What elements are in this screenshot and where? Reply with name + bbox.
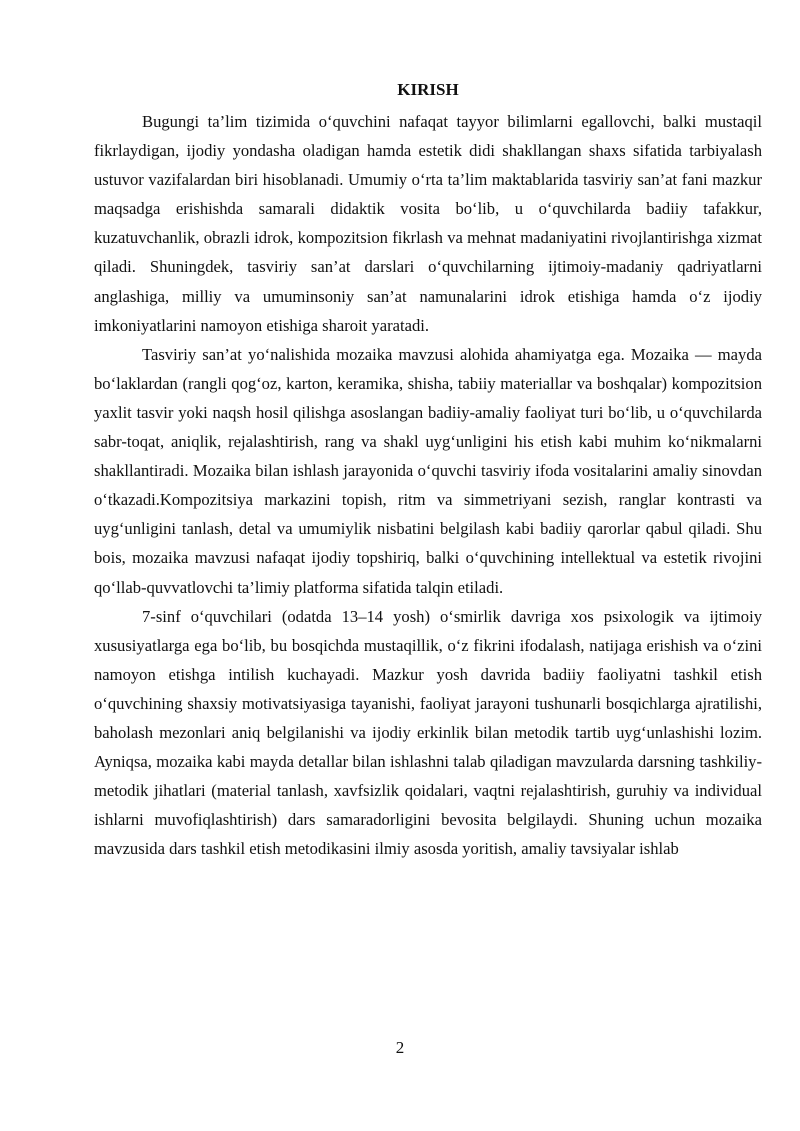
section-title: KIRISH [397, 80, 459, 99]
paragraph-intro: Bugungi ta’lim tizimida o‘quvchini nafaqat tayyor bilimlarni egallovchi, balki mustaqil fikrlaydigan, ijodiy yondasha oladigan hamda estetik didi shakllangan shaxs sifatida tarbiyalash ustuvor vazifalardan biri hisoblanadi. Umumiy o‘rta ta’lim maktablarida tasviriy san’at fani mazkur maqsadga erishishda samarali didaktik vosita bo‘lib, u o‘quvchilarda badiiy tafakkur, kuzatuvchanlik, obrazli idrok, kompozitsion fikrlash va mehnat madaniyatini rivojlantirishga xizmat qiladi. Shuningdek, tasviriy san’at darslari o‘quvchilarning ijtimoiy-madaniy qadriyatlarni anglashiga, milliy va umuminsoniy san’at namunalarini idrok etishiga hamda o‘z ijodiy imkoniyatlarini namoyon etishiga sharoit yaratadi. [94, 112, 762, 335]
paragraph-grade7: 7-sinf o‘quvchilari (odatda 13–14 yosh) o‘smirlik davriga xos psixologik va ijtimoiy xususiyatlarga ega bo‘lib, bu bosqichda mustaqillik, o‘z fikrini ifodalash, natijaga erishish va o‘zini namoyon etishga intilish kuchayadi. Mazkur yosh davrida badiiy faoliyatni tashkil etish o‘quvchining shaxsiy motivatsiyasiga tayanishi, faoliyat jarayoni tushunarli bosqichlarga ajratilishi, baholash mezonlari aniq belgilanishi va ijodiy erkinlik bilan metodik tartib uyg‘unlashishi lozim. Ayniqsa, mozaika kabi mayda detallar bilan ishlashni talab qiladigan mavzularda darsning tashkiliy-metodik jihatlari (material tanlash, xavfsizlik qoidalari, vaqtni rejalashtirish, guruhiy va individual ishlarni muvofiqlashtirish) dars samaradorligini bevosita belgilaydi. Shuning uchun mozaika mavzusida dars tashkil etish metodikasini ilmiy asosda yoritish, amaliy tavsiyalar ishlab [94, 606, 762, 859]
page-number: 2 [395, 1038, 405, 1057]
paragraph-mosaic: Tasviriy san’at yo‘nalishida mozaika mavzusi alohida ahamiyatga ega. Mozaika — mayda bo‘laklardan (rangli qog‘oz, karton, keramika, shisha, tabiiy materiallar va boshqalar) kompozitsion yaxlit tasvir yoki naqsh hosil qilishga asoslangan badiiy-amaliy faoliyat turi bo‘lib, u o‘quvchilarda sabr-toqat, aniqlik, rejalashtirish, rang va shakl uyg‘unligini his etish kabi muhim ko‘nikmalarni shakllantiradi. Mozaika bilan ishlash jarayonida o‘quvchi tasviriy ifoda vositalarini amaliy sinovdan o‘tkazadi.Kompozitsiya markazini topish, ritm va simmetriyani sezish, ranglar kontrasti va uyg‘unligini tanlash, detal va umumiylik nisbatini belgilash kabi badiiy qarorlar qabul qiladi. Shu bois, mozaika mavzusi nafaqat ijodiy topshiriq, balki o‘quvchining intellektual va estetik rivojini qo‘llab-quvvatlovchi ta’limiy platforma sifatida talqin etiladi. [94, 344, 762, 597]
document-body [94, 107, 762, 863]
